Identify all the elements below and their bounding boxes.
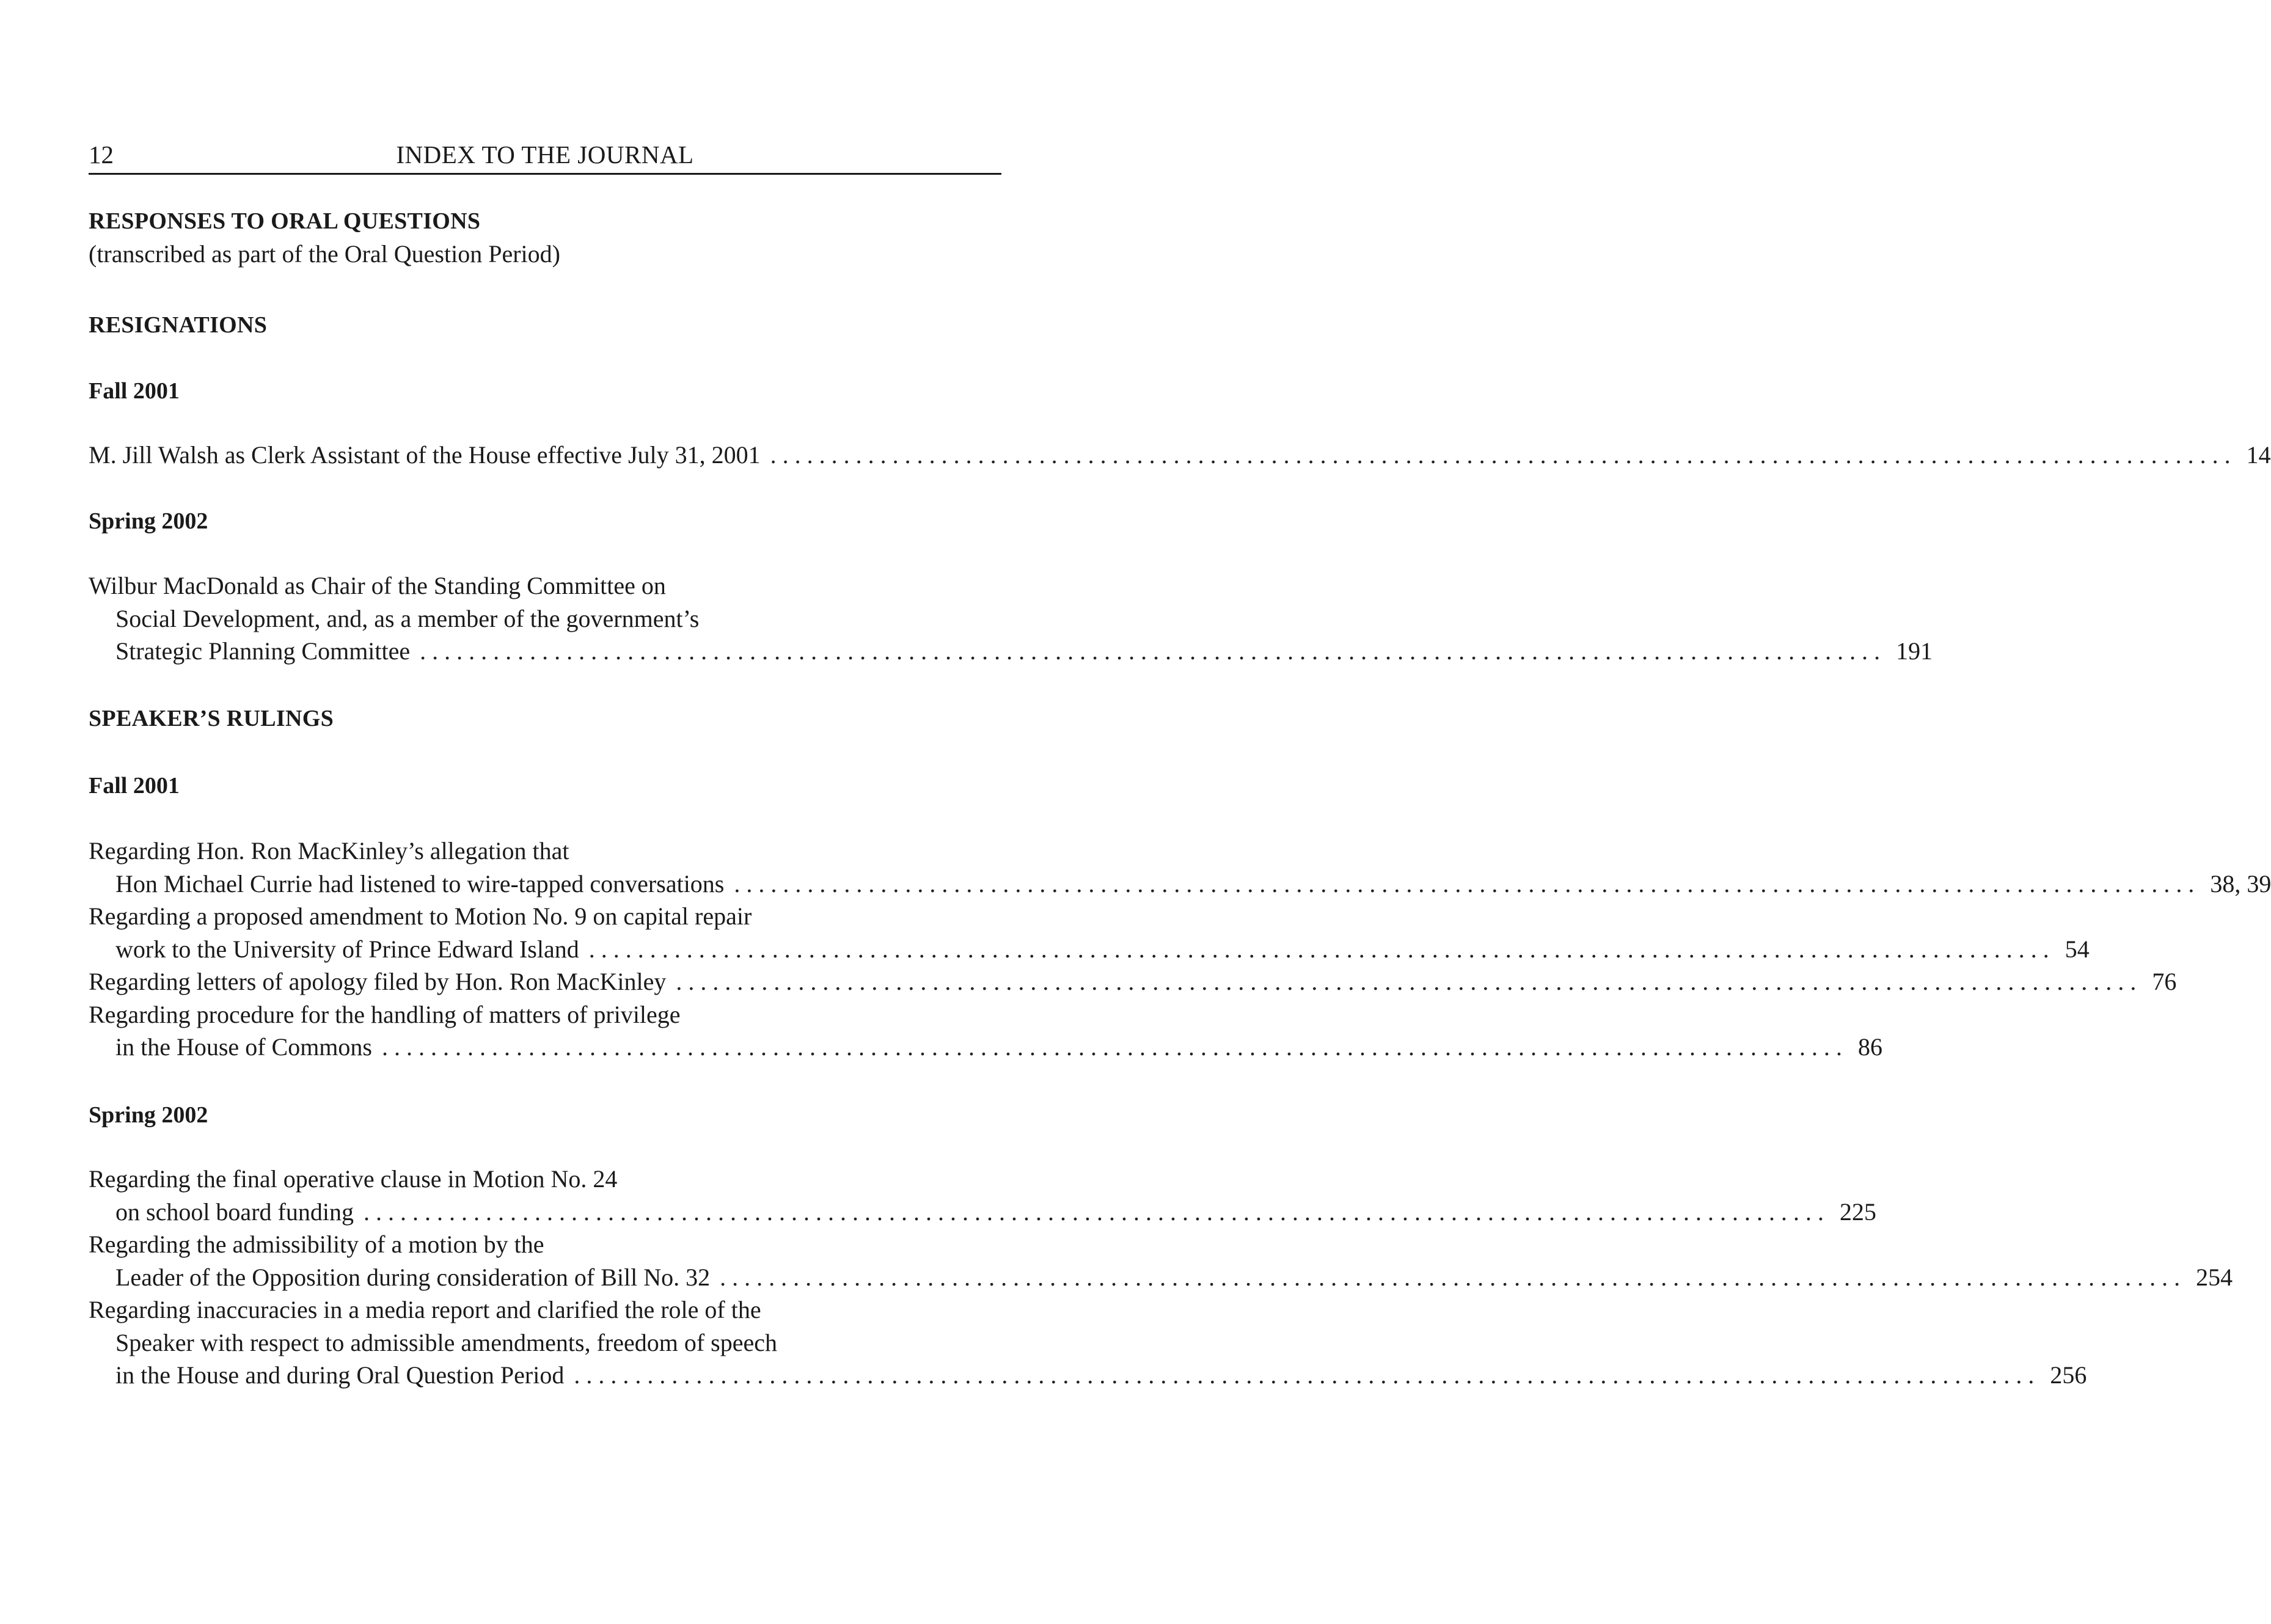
section-note-responses: (transcribed as part of the Oral Question Period) — [89, 240, 560, 268]
dot-leader: ........................................................................................................................ — [363, 1198, 1830, 1226]
entry-text: work to the University of Prince Edward Island — [115, 935, 579, 963]
entry-text: Regarding procedure for the handling of matters of privilege — [89, 1000, 681, 1028]
dot-leader: ........................................................................................................................ — [420, 637, 1887, 665]
entry-pages: 254 — [2196, 1263, 2233, 1291]
dot-leader: ........................................................................................................................ — [770, 441, 2237, 469]
entry-text: on school board funding — [115, 1198, 354, 1226]
dot-leader: ........................................................................................................................ — [381, 1033, 1848, 1061]
dot-leader: ........................................................................................................................ — [676, 968, 2143, 995]
section-heading-responses: RESPONSES TO ORAL QUESTIONS — [89, 208, 481, 234]
entry-text: Wilbur MacDonald as Chair of the Standing Committee on — [89, 572, 666, 599]
entry-text: Regarding Hon. Ron MacKinley’s allegation that — [89, 837, 569, 865]
running-head — [89, 136, 1001, 174]
entry-text: Hon Michael Currie had listened to wire-tapped conversations — [115, 869, 725, 898]
entry-pages: 86 — [1857, 1033, 1882, 1061]
page-number: 12 — [89, 141, 114, 169]
entry-text: Regarding a proposed amendment to Motion No. 9 on capital repair — [89, 902, 752, 930]
entry-pages: 38, 39 — [2210, 869, 2271, 898]
entry-pages: 76 — [2152, 968, 2177, 995]
entry-pages: 54 — [2064, 935, 2090, 963]
entry-text: M. Jill Walsh as Clerk Assistant of the House effective July 31, 2001 — [89, 441, 761, 469]
dot-leader: ........................................................................................................................ — [734, 869, 2201, 898]
entry-text: Strategic Planning Committee — [115, 637, 411, 665]
entry-text: Regarding the final operative clause in Motion No. 24 — [89, 1165, 618, 1193]
dot-leader: ........................................................................................................................ — [574, 1361, 2041, 1389]
entry-pages: 225 — [1839, 1198, 1876, 1226]
subheading-rulings-fall: Fall 2001 — [89, 773, 180, 799]
index-entry — [89, 569, 1933, 668]
entry-text: Regarding letters of apology filed by Hon. Ron MacKinley — [89, 968, 667, 995]
entry-text: Regarding inaccuracies in a media report and clarified the role of the — [89, 1296, 761, 1323]
subheading-resignations-spring: Spring 2002 — [89, 508, 208, 534]
entry-pages: 14 — [2246, 441, 2271, 469]
index-entry — [89, 835, 2271, 1064]
header-rule — [89, 173, 1001, 175]
subheading-rulings-spring: Spring 2002 — [89, 1102, 208, 1128]
subheading-resignations-fall: Fall 2001 — [89, 378, 180, 404]
entry-text: Regarding the admissibility of a motion by the — [89, 1231, 544, 1258]
entry-text: Leader of the Opposition during consideration of Bill No. 32 — [115, 1263, 711, 1291]
running-title: INDEX TO THE JOURNAL — [396, 141, 694, 169]
entry-text: Speaker with respect to admissible amendments, freedom of speech — [115, 1328, 777, 1356]
section-heading-resignations: RESIGNATIONS — [89, 312, 268, 338]
entry-pages: 191 — [1896, 637, 1933, 665]
section-heading-rulings: SPEAKER’S RULINGS — [89, 706, 334, 731]
entry-pages: 256 — [2050, 1361, 2087, 1389]
entry-text: in the House of Commons — [115, 1033, 372, 1061]
index-entry — [89, 439, 2271, 472]
entry-text: in the House and during Oral Question Period — [115, 1361, 565, 1389]
entry-text: Social Development, and, as a member of the government’s — [115, 604, 700, 632]
index-entry — [89, 1163, 2233, 1392]
dot-leader: ........................................................................................................................ — [720, 1263, 2187, 1291]
dot-leader: ........................................................................................................................ — [588, 935, 2055, 963]
